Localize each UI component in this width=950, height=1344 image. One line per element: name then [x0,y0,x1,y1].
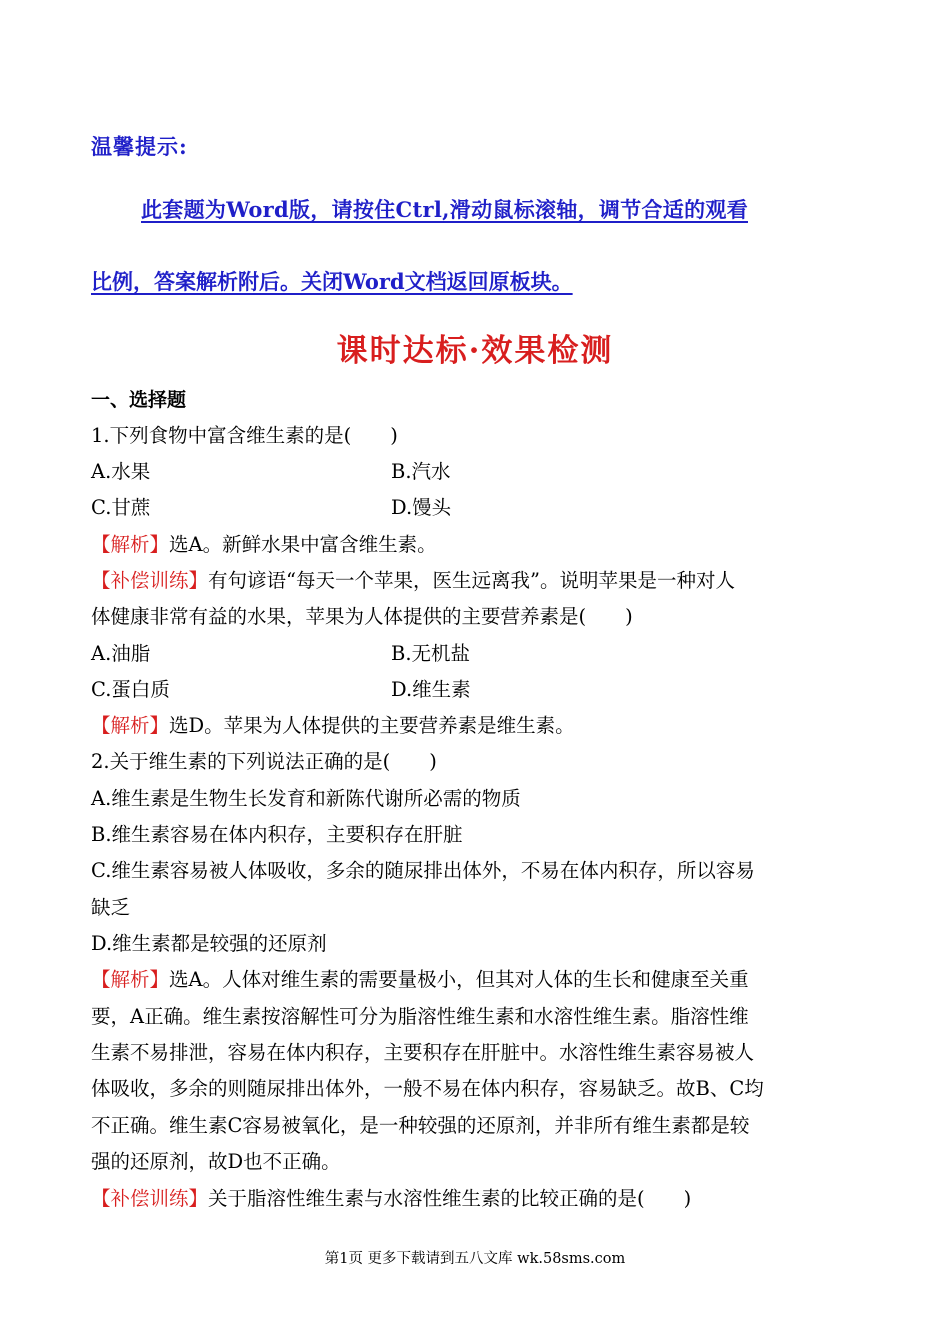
q2-option-c-2: 缺乏 [91,896,131,919]
tip-line-2[interactable]: 比例，答案解析附后。关闭Word文档返回原板块。 [91,269,573,294]
q2-option-c-1: C.维生素容易被人体吸收，多余的随尿排出体外，不易在体内积存，所以容易 [91,859,755,882]
q2-analysis-3: 生素不易排泄，容易在体内积存，主要积存在肝脏中。水溶性维生素容易被人 [91,1041,755,1064]
c1-line-1 [91,568,735,594]
c1-analysis-text: 选D。苹果为人体提供的主要营养素是维生素。 [169,714,575,737]
q2-option-d: D.维生素都是较强的还原剂 [91,932,327,955]
q1-option-d: D.馒头 [391,496,452,519]
q2-option-a: A.维生素是生物生长发育和新陈代谢所必需的物质 [91,787,521,810]
analysis-tag: 【解析】 [91,968,170,991]
c1-analysis [91,713,575,739]
c1-option-d: D.维生素 [391,678,471,701]
q2-stem: 2.关于维生素的下列说法正确的是( ) [91,750,437,773]
page-title: 课时达标·效果检测 [336,333,614,369]
section-heading: 一、选择题 [91,389,187,411]
page-footer: 第1页 更多下载请到五八文库 wk.58sms.com [324,1251,626,1267]
tip-title: 温馨提示: [91,134,188,159]
analysis-tag: 【解析】 [91,533,170,556]
q1-option-b: B.汽水 [391,460,451,483]
c1-option-c: C.蛋白质 [91,678,170,701]
compensate-tag: 【补偿训练】 [91,569,209,592]
q1-analysis [91,532,437,558]
q1-stem: 1.下列食物中富含维生素的是( ) [91,424,398,447]
q1-option-a: A.水果 [91,460,151,483]
c1-option-b: B.无机盐 [391,642,471,665]
c1-line-2: 体健康非常有益的水果，苹果为人体提供的主要营养素是( ) [91,605,633,628]
q1-option-c: C.甘蔗 [91,496,151,519]
c2-line-1-text: 关于脂溶性维生素与水溶性维生素的比较正确的是( ) [208,1187,692,1210]
q2-analysis-4: 体吸收，多余的则随尿排出体外，一般不易在体内积存，容易缺乏。故B、C均 [91,1077,764,1100]
q2-option-b: B.维生素容易在体内积存，主要积存在肝脏 [91,823,463,846]
c2-line-1 [91,1186,691,1212]
q2-analysis-5: 不正确。维生素C容易被氧化，是一种较强的还原剂，并非所有维生素都是较 [91,1114,750,1137]
q2-analysis-2: 要，A正确。维生素按溶解性可分为脂溶性维生素和水溶性维生素。脂溶性维 [91,1005,749,1028]
c1-line-1-text: 有句谚语“每天一个苹果，医生远离我”。说明苹果是一种对人 [208,569,735,592]
compensate-tag: 【补偿训练】 [91,1187,209,1210]
c1-option-a: A.油脂 [91,642,151,665]
tip-line-1[interactable]: 此套题为Word版，请按住Ctrl,滑动鼠标滚轴，调节合适的观看 [141,197,748,222]
q2-analysis-1 [91,967,749,993]
q1-analysis-text: 选A。新鲜水果中富含维生素。 [169,533,437,556]
q2-analysis-6: 强的还原剂，故D也不正确。 [91,1150,341,1173]
analysis-tag: 【解析】 [91,714,170,737]
q2-analysis-1-text: 选A。人体对维生素的需要量极小，但其对人体的生长和健康至关重 [169,968,749,991]
